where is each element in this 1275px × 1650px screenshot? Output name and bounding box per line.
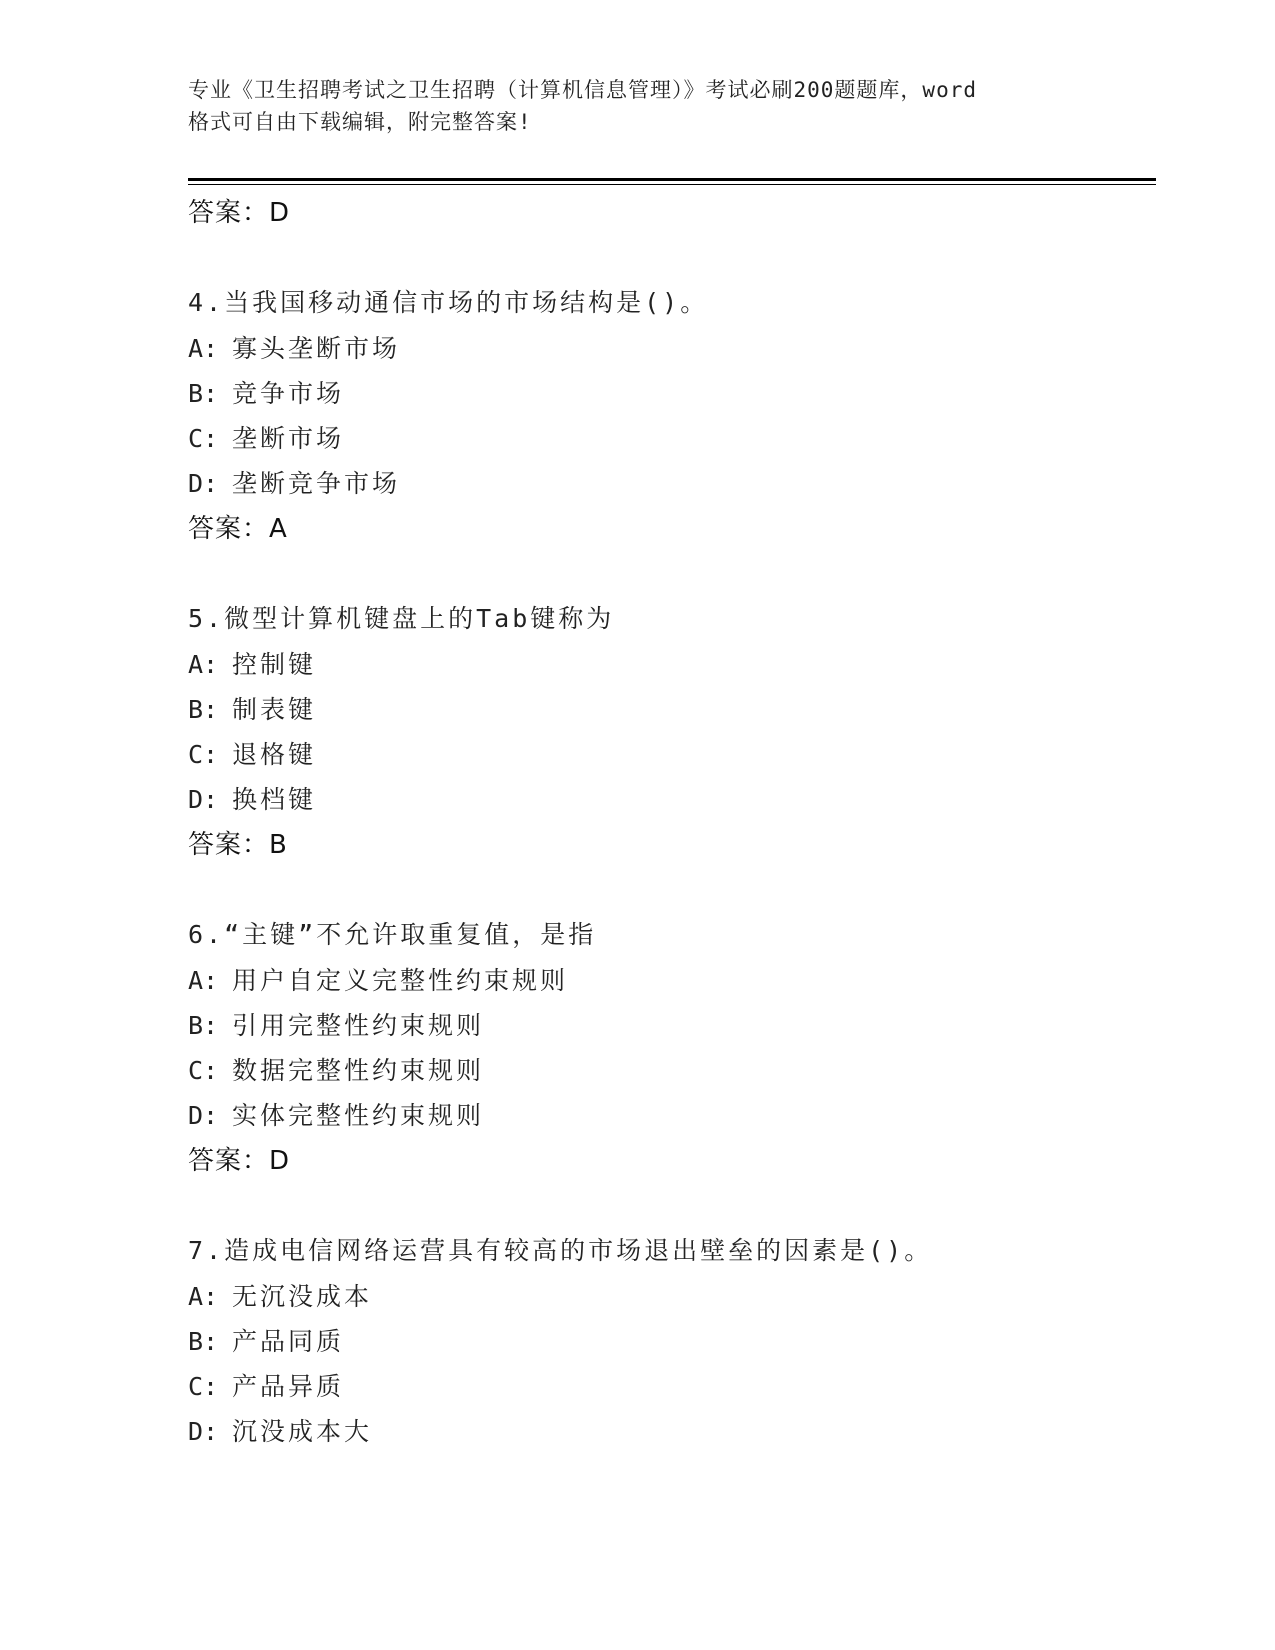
previous-answer: 答案：D bbox=[188, 198, 291, 228]
option-text: 沉没成本大 bbox=[232, 1417, 373, 1446]
option-text: 实体完整性约束规则 bbox=[232, 1101, 485, 1130]
option-a bbox=[188, 326, 1156, 371]
option-c bbox=[188, 416, 1156, 461]
option-text: 无沉没成本 bbox=[232, 1282, 373, 1311]
option-c bbox=[188, 732, 1156, 777]
answer-line: 答案：D bbox=[188, 1146, 291, 1176]
option-letter: C: bbox=[188, 424, 219, 453]
option-text: 控制键 bbox=[232, 650, 317, 679]
option-d bbox=[188, 461, 1156, 506]
option-b bbox=[188, 371, 1156, 416]
option-letter: C: bbox=[188, 1056, 219, 1085]
option-letter: A: bbox=[188, 334, 219, 363]
question-text: 5.微型计算机键盘上的Tab键称为 bbox=[188, 604, 615, 633]
option-text: 产品同质 bbox=[232, 1327, 345, 1356]
question-list bbox=[188, 190, 1156, 1454]
option-text: 引用完整性约束规则 bbox=[232, 1011, 485, 1040]
question-block-5 bbox=[188, 596, 1156, 868]
header-line-1: 专业《卫生招聘考试之卫生招聘（计算机信息管理）》考试必刷200题题库，word bbox=[188, 78, 977, 102]
answer-line: 答案：A bbox=[188, 514, 288, 544]
option-letter: D: bbox=[188, 1101, 219, 1130]
option-text: 数据完整性约束规则 bbox=[232, 1056, 485, 1085]
page-header bbox=[188, 74, 1088, 138]
option-text: 用户自定义完整性约束规则 bbox=[232, 966, 569, 995]
option-letter: B: bbox=[188, 1327, 219, 1356]
option-letter: D: bbox=[188, 469, 219, 498]
option-b bbox=[188, 1003, 1156, 1048]
option-d bbox=[188, 1409, 1156, 1454]
option-letter: D: bbox=[188, 1417, 219, 1446]
header-line-2: 格式可自由下载编辑，附完整答案! bbox=[188, 110, 532, 134]
option-text: 换档键 bbox=[232, 785, 317, 814]
option-letter: B: bbox=[188, 1011, 219, 1040]
question-text: 6.“主键”不允许取重复值，是指 bbox=[188, 920, 597, 949]
option-text: 竞争市场 bbox=[232, 379, 345, 408]
option-a bbox=[188, 642, 1156, 687]
question-text: 7.造成电信网络运营具有较高的市场退出壁垒的因素是()。 bbox=[188, 1236, 933, 1265]
option-letter: D: bbox=[188, 785, 219, 814]
option-letter: A: bbox=[188, 650, 219, 679]
option-text: 寡头垄断市场 bbox=[232, 334, 401, 363]
question-text: 4.当我国移动通信市场的市场结构是()。 bbox=[188, 288, 709, 317]
option-d bbox=[188, 1093, 1156, 1138]
question-block-6 bbox=[188, 912, 1156, 1184]
option-a bbox=[188, 958, 1156, 1003]
option-b bbox=[188, 1319, 1156, 1364]
question-block-4 bbox=[188, 280, 1156, 552]
option-c bbox=[188, 1048, 1156, 1093]
option-letter: B: bbox=[188, 379, 219, 408]
header-rule-thick bbox=[188, 178, 1156, 181]
header-rule-thin bbox=[188, 184, 1156, 185]
option-letter: A: bbox=[188, 1282, 219, 1311]
option-text: 产品异质 bbox=[232, 1372, 345, 1401]
option-text: 垄断竞争市场 bbox=[232, 469, 401, 498]
option-a bbox=[188, 1274, 1156, 1319]
question-block-7 bbox=[188, 1228, 1156, 1454]
option-c bbox=[188, 1364, 1156, 1409]
option-text: 垄断市场 bbox=[232, 424, 345, 453]
option-letter: C: bbox=[188, 740, 219, 769]
option-b bbox=[188, 687, 1156, 732]
option-text: 制表键 bbox=[232, 695, 317, 724]
option-letter: B: bbox=[188, 695, 219, 724]
option-letter: C: bbox=[188, 1372, 219, 1401]
option-d bbox=[188, 777, 1156, 822]
answer-line: 答案：B bbox=[188, 830, 288, 860]
option-letter: A: bbox=[188, 966, 219, 995]
option-text: 退格键 bbox=[232, 740, 317, 769]
